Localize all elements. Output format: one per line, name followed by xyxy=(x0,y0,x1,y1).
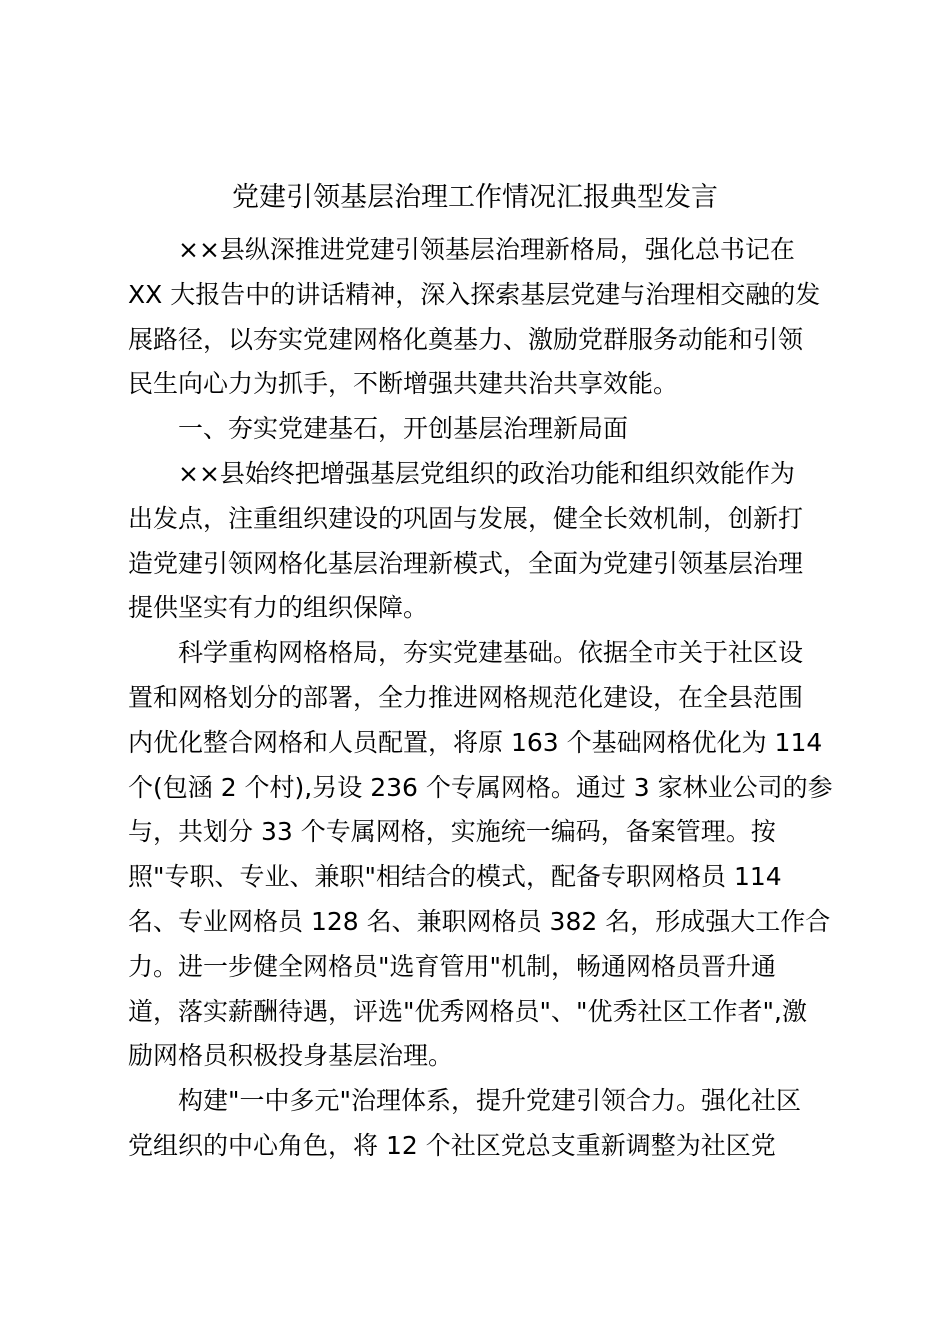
text-line: XX 大报告中的讲话精神，深入探索基层党建与治理相交融的发 xyxy=(128,279,821,309)
text-line: 励网格员积极投身基层治理。 xyxy=(128,1041,454,1071)
text-line: 党组织的中心角色，将 12 个社区党总支重新调整为社区党 xyxy=(128,1130,776,1160)
text-line: ××县纵深推进党建引领基层治理新格局，强化总书记在 xyxy=(178,235,795,264)
document-title: 党建引领基层治理工作情况汇报典型发言 xyxy=(232,182,718,213)
text-line: 置和网格划分的部署，全力推进网格规范化建设，在全县范围 xyxy=(128,682,804,712)
text-line: 造党建引领网格化基层治理新模式，全面为党建引领基层治理 xyxy=(128,548,804,578)
text-line: 与，共划分 33 个专属网格，实施统一编码，备案管理。按 xyxy=(128,817,776,847)
paragraph-intro xyxy=(128,228,838,407)
paragraph-governance-system xyxy=(128,1079,838,1169)
text-line: 力。进一步健全网格员"选育管用"机制，畅通网格员晋升通 xyxy=(128,951,777,981)
text-line: 道，落实薪酬待遇，评选"优秀网格员"、"优秀社区工作者",激 xyxy=(128,996,807,1026)
text-line: 个(包涵 2 个村),另设 236 个专属网格。通过 3 家林业公司的参 xyxy=(128,772,833,802)
text-line: 照"专职、专业、兼职"相结合的模式，配备专职网格员 114 xyxy=(128,862,782,892)
text-line: 提供坚实有力的组织保障。 xyxy=(128,593,429,623)
text-line: 名、专业网格员 128 名、兼职网格员 382 名，形成强大工作合 xyxy=(128,906,831,936)
text-line: 科学重构网格格局，夯实党建基础。依据全市关于社区设 xyxy=(178,638,804,668)
paragraph-section-intro xyxy=(128,452,838,631)
heading-line: 一、夯实党建基石，开创基层治理新局面 xyxy=(178,414,629,444)
text-line: ××县始终把增强基层党组织的政治功能和组织效能作为 xyxy=(178,458,795,488)
paragraph-grid-restructure xyxy=(128,631,838,1079)
text-line: 构建"一中多元"治理体系，提升党建引领合力。强化社区 xyxy=(178,1086,802,1116)
text-line: 展路径，以夯实党建网格化奠基力、激励党群服务动能和引领 xyxy=(128,324,804,354)
text-line: 出发点，注重组织建设的巩固与发展，健全长效机制，创新打 xyxy=(128,503,804,533)
text-line: 内优化整合网格和人员配置，将原 163 个基础网格优化为 114 xyxy=(128,727,823,757)
section-heading xyxy=(128,407,838,452)
text-line: 民生向心力为抓手，不断增强共建共治共享效能。 xyxy=(128,369,679,399)
document-body xyxy=(128,228,838,1169)
